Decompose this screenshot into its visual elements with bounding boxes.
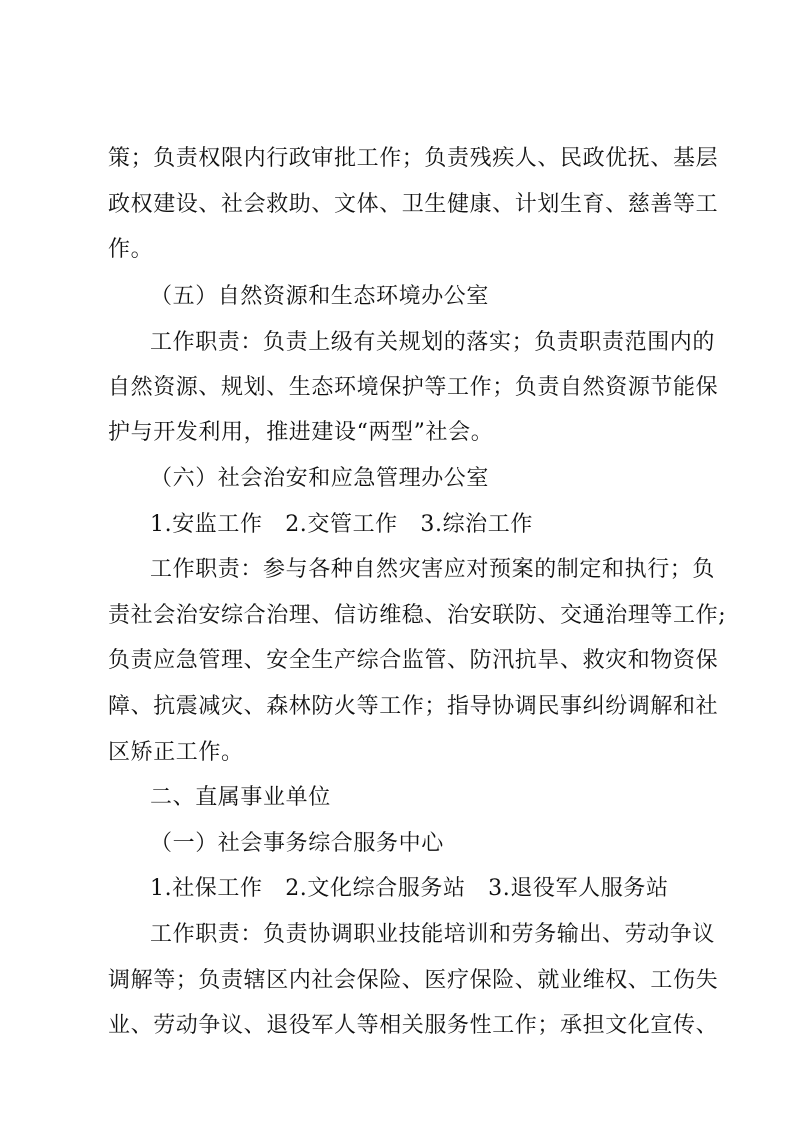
body-text-line: 自然资源、规划、生态环境保护等工作；负责自然资源节能保 — [108, 375, 719, 400]
body-text-line: 业、劳动争议、退役军人等相关服务性工作；承担文化宣传、 — [108, 1013, 719, 1038]
body-text-line: 责社会治安综合治理、信访维稳、治安联防、交通治理等工作; — [108, 603, 727, 628]
body-text-line: 负责应急管理、安全生产综合监管、防汛抗旱、救灾和物资保 — [108, 648, 719, 673]
body-text-line: 政权建设、社会救助、文体、卫生健康、计划生育、慈善等工 — [108, 192, 719, 217]
body-text-line: 护与开发利用，推进建设“两型”社会。 — [108, 420, 494, 445]
body-text-line: 工作职责：参与各种自然灾害应对预案的制定和执行；负 — [150, 557, 716, 582]
body-text-line: 障、抗震减灾、森林防火等工作；指导协调民事纠纷调解和社 — [108, 694, 719, 719]
body-text-line: 工作职责：负责协调职业技能培训和劳务输出、劳动争议 — [150, 922, 716, 947]
body-text-line: 作。 — [108, 237, 154, 262]
body-text-line: 策；负责权限内行政审批工作；负责残疾人、民政优抚、基层 — [108, 146, 719, 171]
unit-list: 1.安监工作 2.交管工作 3.综治工作 — [150, 512, 533, 537]
body-text-line: 调解等；负责辖区内社会保险、医疗保险、就业维权、工伤失 — [108, 968, 719, 993]
section-heading: （五）自然资源和生态环境办公室 — [150, 284, 490, 309]
section-heading: （一）社会事务综合服务中心 — [150, 831, 444, 856]
body-text-line: 区矫正工作。 — [108, 740, 244, 765]
section-heading: （六）社会治安和应急管理办公室 — [150, 466, 490, 491]
body-text-line: 工作职责：负责上级有关规划的落实；负责职责范围内的 — [150, 330, 716, 355]
unit-list: 1.社保工作 2.文化综合服务站 3.退役军人服务站 — [150, 876, 669, 901]
section-heading: 二、直属事业单位 — [150, 785, 331, 810]
